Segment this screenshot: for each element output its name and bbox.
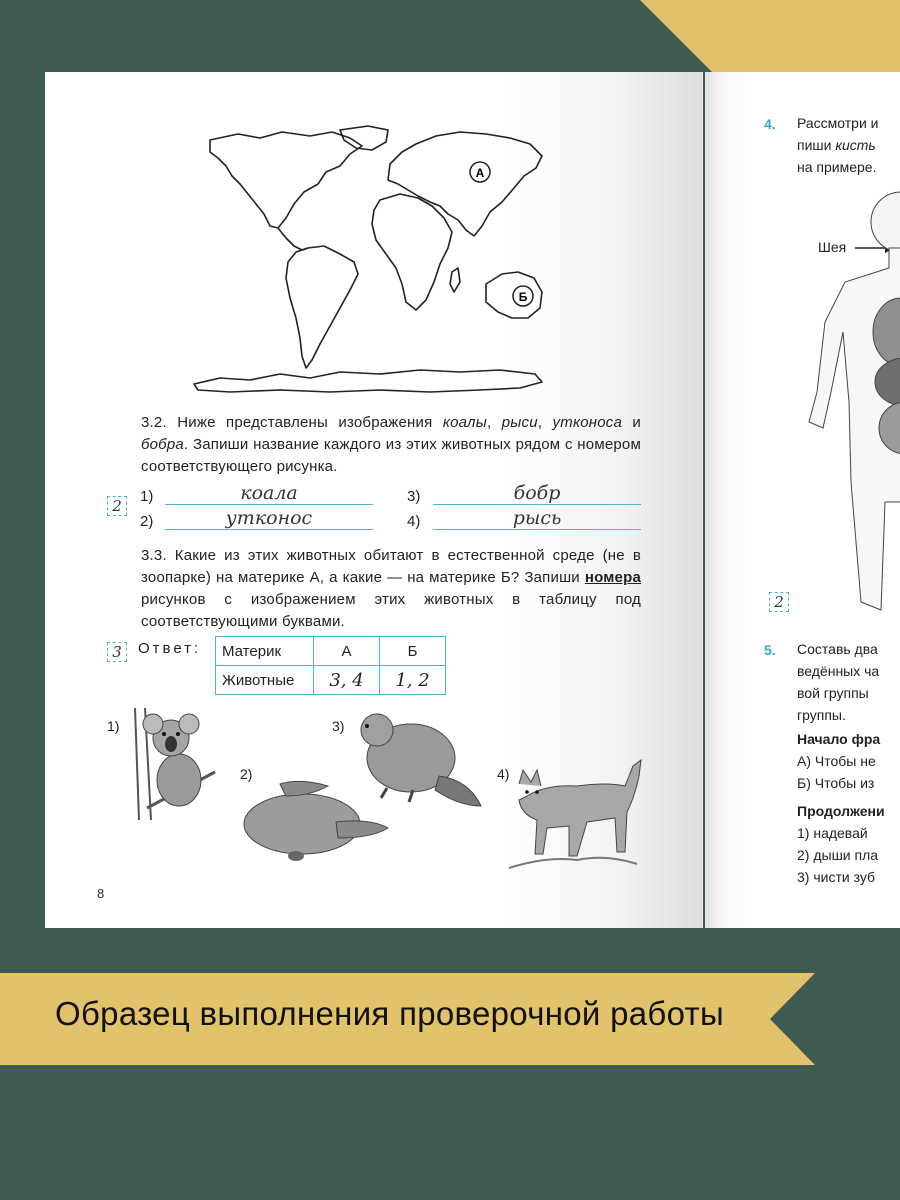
task-5-text: Составь два ведённых ча вой группы группы. Начало фра А) Чтобы не Б) Чтобы из Продолжени 1) надевай 2) дыши пла 3) чисти зуб — [797, 641, 885, 885]
answer-num-3: 3) — [407, 488, 421, 505]
task-4-text: Рассмотри и пиши кисть на примере. — [797, 115, 879, 175]
left-page — [45, 72, 703, 928]
table-cell: 1, 2 — [380, 666, 446, 695]
continent-marker-a — [470, 162, 490, 182]
answer-num-1: 1) — [140, 488, 154, 505]
table-cell: Материк — [216, 637, 314, 666]
human-body-illustration — [805, 182, 900, 622]
svg-text:А: А — [475, 166, 485, 180]
answer-line-4 — [433, 529, 641, 530]
world-map-outline — [190, 122, 550, 397]
svg-text:Б: Б — [518, 290, 528, 304]
task-5-number: 5. — [764, 642, 776, 658]
answer-value-4: рысь — [512, 507, 562, 529]
right-page — [705, 72, 900, 928]
picture-label-4: 4) — [497, 766, 510, 782]
neck-label: Шея — [818, 239, 847, 255]
picture-label-1: 1) — [107, 718, 120, 734]
picture-label-2: 2) — [240, 766, 253, 782]
answer-line-2 — [165, 529, 373, 530]
score-box-3-3: 3 — [107, 642, 127, 662]
task-4-number: 4. — [764, 116, 776, 132]
page-number: 8 — [97, 886, 105, 901]
table-cell: Животные — [216, 666, 314, 695]
answer-value-2: утконос — [225, 507, 313, 529]
task-3-2-text: 3.2. Ниже представлены изображения коалы, рыси, утконоса и бобра. Запиши название каждого из этих животных рядом с номером соответствующего рисунка. — [141, 414, 641, 475]
score-box-3-2: 2 — [107, 496, 127, 516]
answer-label: Ответ: — [138, 640, 202, 657]
answer-table — [215, 636, 446, 695]
table-cell: А — [314, 637, 380, 666]
task-3-3-text: 3.3. Какие из этих животных обитают в естественной среде (не в зоопарке) на материке А, а какие — на материке Б? Запиши номера рисунков с изображением этих животных в таблицу под соответствующими буквами. — [141, 547, 641, 630]
score-box-4: 2 — [769, 592, 789, 612]
table-cell: Б — [380, 637, 446, 666]
answer-line-3 — [433, 504, 641, 505]
answer-line-1 — [165, 504, 373, 505]
lynx-illustration — [507, 756, 647, 872]
textbook-spread — [45, 72, 900, 928]
corner-ribbon-decoration — [640, 0, 900, 75]
answer-value-1: коала — [240, 482, 298, 504]
banner-title: Образец выполнения проверочной работы — [55, 995, 724, 1032]
table-row — [216, 666, 446, 695]
koala-illustration — [127, 708, 217, 820]
answer-value-3: бобр — [513, 482, 561, 504]
answer-num-2: 2) — [140, 513, 154, 530]
table-cell: 3, 4 — [314, 666, 380, 695]
continent-marker-b — [513, 286, 533, 306]
table-row — [216, 637, 446, 666]
answer-num-4: 4) — [407, 513, 421, 530]
beaver-illustration — [351, 710, 483, 822]
picture-label-3: 3) — [332, 718, 345, 734]
